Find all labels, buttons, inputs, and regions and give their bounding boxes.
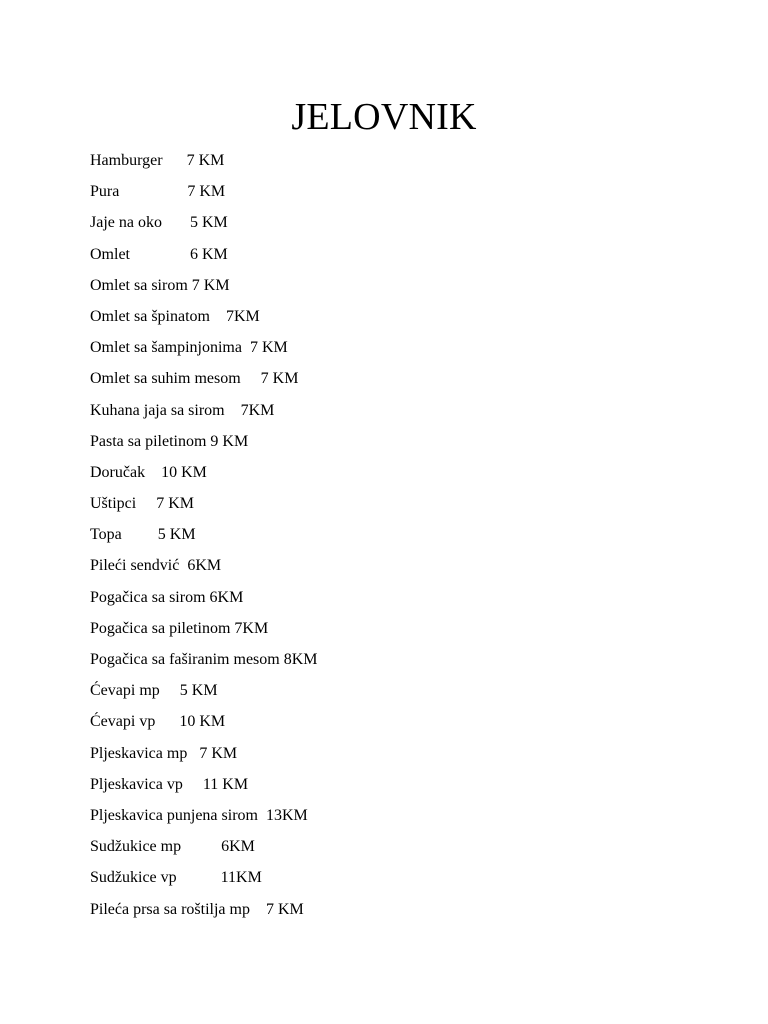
menu-item: Uštipci 7 KM: [90, 495, 194, 513]
menu-item: Pileća prsa sa roštilja mp 7 KM: [90, 900, 304, 918]
menu-item: Sudžukice mp 6KM: [90, 838, 255, 856]
menu-item: Topa 5 KM: [90, 526, 196, 544]
menu-item: Pileći sendvić 6KM: [90, 557, 222, 575]
menu-item: Doručak 10 KM: [90, 463, 207, 481]
menu-item: Pogačica sa piletinom 7KM: [90, 619, 269, 637]
menu-item: Pasta sa piletinom 9 KM: [90, 432, 249, 450]
menu-item: Sudžukice vp 11KM: [90, 869, 262, 887]
menu-item: Kuhana jaja sa sirom 7KM: [90, 401, 275, 419]
menu-item: Pljeskavica mp 7 KM: [90, 744, 238, 762]
menu-item: Jaje na oko 5 KM: [90, 214, 228, 232]
page-title: JELOVNIK: [291, 96, 477, 138]
menu-item: Pura 7 KM: [90, 183, 226, 201]
menu-item: Ćevapi mp 5 KM: [90, 682, 218, 700]
menu-item: Ćevapi vp 10 KM: [90, 713, 226, 731]
menu-item: Pljeskavica vp 11 KM: [90, 775, 249, 793]
menu-item: Omlet sa špinatom 7KM: [90, 307, 260, 325]
menu-item: Pogačica sa sirom 6KM: [90, 588, 244, 606]
menu-item: Pogačica sa faširanim mesom 8KM: [90, 651, 318, 668]
menu-item: Omlet sa šampinjonima 7 KM: [90, 339, 288, 357]
menu-item: Pljeskavica punjena sirom 13KM: [90, 806, 308, 824]
menu-item: Omlet 6 KM: [90, 245, 228, 263]
menu-list: [90, 148, 318, 928]
menu-item: Hamburger 7 KM: [90, 152, 225, 169]
menu-item: Omlet sa sirom 7 KM: [90, 276, 230, 294]
menu-item: Omlet sa suhim mesom 7 KM: [90, 370, 299, 388]
